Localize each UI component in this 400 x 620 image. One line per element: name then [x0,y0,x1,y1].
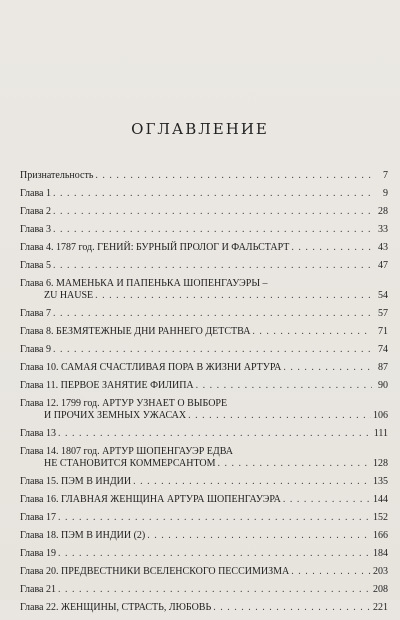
toc-entry [20,260,388,272]
page-title: ОГЛАВЛЕНИЕ [131,120,269,138]
toc-entry-label: Глава 5 [20,260,51,271]
dot-leader [213,602,371,614]
dot-leader [58,512,371,524]
toc-entry-label: Глава 9 [20,344,51,355]
toc-entry [20,206,388,218]
toc-entry-label: Глава 8. БЕЗМЯТЕЖНЫЕ ДНИ РАННЕГО ДЕТСТВА [20,326,251,337]
dot-leader [95,290,372,302]
toc-entry [20,530,388,542]
toc-entry-label: Глава 19 [20,548,56,559]
dot-leader [53,188,372,200]
toc-entry [20,308,388,320]
toc-entry [20,170,388,182]
table-of-contents [20,170,388,620]
toc-page-number: 9 [383,188,388,199]
toc-page-number: 203 [373,566,388,577]
toc-entry-label: Глава 4. 1787 год. ГЕНИЙ: БУРНЫЙ ПРОЛОГ И ФАЛЬСТАРТ [20,242,290,253]
dot-leader [53,344,372,356]
toc-page-number: 57 [378,308,388,319]
toc-entry [20,344,388,356]
dot-leader [58,584,371,596]
toc-entry-label: Глава 16. ГЛАВНАЯ ЖЕНЩИНА АРТУРА ШОПЕНГАУЭРА [20,494,281,505]
toc-entry [20,362,388,374]
dot-leader [53,206,372,218]
dot-leader [58,428,372,440]
toc-entry-label: Глава 15. ПЭМ В ИНДИИ [20,476,132,487]
toc-entry [20,428,388,440]
dot-leader [147,530,371,542]
dot-leader [283,494,371,506]
toc-entry-label: Глава 2 [20,206,51,217]
toc-page-number: 166 [373,530,388,541]
toc-entry-label-continued: ZU HAUSE [44,290,94,301]
toc-entry [20,476,388,488]
dot-leader [218,458,371,470]
toc-page-number: 111 [373,428,388,439]
toc-page-number: 71 [378,326,388,337]
toc-entry-label: Глава 7 [20,308,51,319]
toc-page-number: 221 [373,602,388,613]
toc-page-number: 87 [378,362,388,373]
dot-leader [53,260,372,272]
toc-entry [20,188,388,200]
toc-entry [20,584,388,596]
toc-page-number: 106 [373,410,388,421]
toc-page-number: 28 [378,206,388,217]
toc-page-number: 74 [378,344,388,355]
toc-entry-label: Глава 1 [20,188,51,199]
toc-page-number: 135 [373,476,388,487]
dot-leader [53,224,372,236]
toc-entry [20,326,388,338]
toc-page-number: 184 [373,548,388,559]
toc-entry-label: Глава 14. 1807 год. АРТУР ШОПЕНГАУЭР ЕДВА [20,446,233,457]
toc-page-number: 128 [373,458,388,469]
toc-entry [20,380,388,392]
toc-page-number: 54 [378,290,388,301]
toc-page-number: 152 [373,512,388,523]
toc-entry-label-continued: И ПРОЧИХ ЗЕМНЫХ УЖАСАХ [44,410,187,421]
toc-entry-line2 [20,290,388,302]
dot-leader [291,566,371,578]
toc-entry [20,494,388,506]
dot-leader [133,476,371,488]
toc-entry-label: Глава 6. МАМЕНЬКА И ПАПЕНЬКА ШОПЕНГАУЭРЫ – [20,278,268,289]
dot-leader [196,380,372,392]
dot-leader [252,326,372,338]
dot-leader [95,170,372,182]
toc-entry [20,566,388,578]
toc-page-number: 43 [378,242,388,253]
toc-entry-label: Признательность [20,170,94,181]
toc-page-number: 144 [373,494,388,505]
toc-page-number: 208 [373,584,388,595]
toc-entry-label: Глава 22. ЖЕНЩИНЫ, СТРАСТЬ, ЛЮБОВЬ [20,602,212,613]
toc-page-number: 33 [378,224,388,235]
toc-entry-label: Глава 17 [20,512,56,523]
toc-entry-label: Глава 20. ПРЕДВЕСТНИКИ ВСЕЛЕНСКОГО ПЕССИМИЗМА [20,566,290,577]
toc-entry-label: Глава 18. ПЭМ В ИНДИИ (2) [20,530,146,541]
dot-leader [283,362,372,374]
toc-page-number: 7 [383,170,388,181]
toc-entry [20,242,388,254]
toc-entry [20,224,388,236]
toc-entry-label: Глава 10. САМАЯ СЧАСТЛИВАЯ ПОРА В ЖИЗНИ АРТУРА [20,362,282,373]
dot-leader [291,242,372,254]
dot-leader [53,308,372,320]
toc-entry-label: Глава 21 [20,584,56,595]
toc-page-number: 90 [378,380,388,391]
toc-entry [20,446,388,470]
dot-leader [188,410,371,422]
toc-entry-line2 [20,410,388,422]
toc-entry [20,398,388,422]
toc-page-number: 47 [378,260,388,271]
toc-entry-label: Глава 13 [20,428,56,439]
toc-entry-line2 [20,458,388,470]
toc-entry [20,512,388,524]
toc-entry [20,548,388,560]
toc-entry [20,278,388,302]
dot-leader [58,548,371,560]
toc-entry-label: Глава 12. 1799 год. АРТУР УЗНАЕТ О ВЫБОРЕ [20,398,228,409]
toc-entry-label: Глава 3 [20,224,51,235]
toc-entry [20,602,388,614]
toc-entry-label-continued: НЕ СТАНОВИТСЯ КОММЕРСАНТОМ [44,458,216,469]
toc-entry-label: Глава 11. ПЕРВОЕ ЗАНЯТИЕ ФИЛИПА [20,380,194,391]
